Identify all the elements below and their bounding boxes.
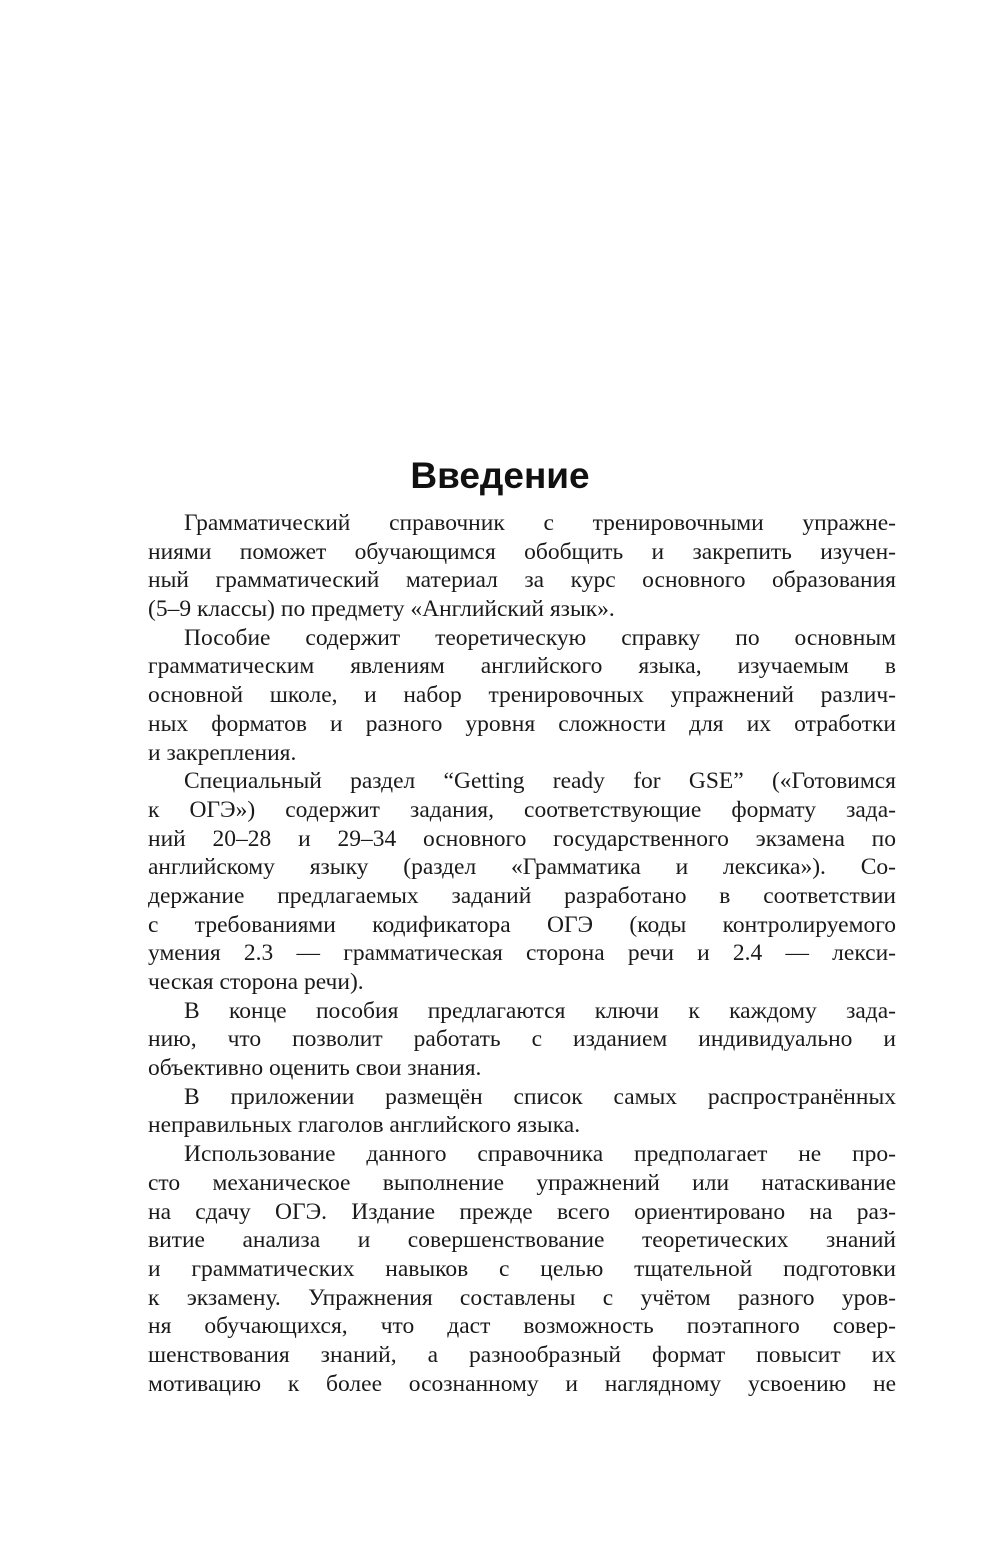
text-line: мотивацию к более осознанному и наглядному усвоению не [148, 1370, 896, 1397]
text-line: основной школе, и набор тренировочных упражнений различ- [148, 682, 896, 709]
text-line: к ОГЭ») содержит задания, соответствующие формату зада- [148, 796, 896, 823]
text-line: Специальный раздел “Getting ready for GSE” («Готовимся [184, 768, 896, 795]
text-line: (5–9 классы) по предмету «Английский язык». [148, 596, 615, 623]
paragraph [148, 997, 896, 1083]
text-line: нию, что позволит работать с изданием индивидуально и [148, 1026, 896, 1053]
text-line: ный грамматический материал за курс основного образования [148, 567, 896, 594]
paragraph [148, 509, 896, 624]
page-title: Введение [410, 454, 590, 496]
text-line: с требованиями кодификатора ОГЭ (коды контролируемого [148, 911, 896, 938]
text-line: сто механическое выполнение упражнений или натаскивание [148, 1169, 896, 1196]
text-line: ниями поможет обучающимся обобщить и закрепить изучен- [148, 538, 896, 565]
text-line: шенствования знаний, а разнообразный формат повысит их [148, 1341, 896, 1368]
text-line: объективно оценить свои знания. [148, 1055, 482, 1082]
paragraph [148, 767, 896, 997]
text-line: Пособие содержит теоретическую справку по основным [184, 624, 896, 651]
text-line: неправильных глаголов английского языка. [148, 1112, 581, 1139]
paragraph [148, 1140, 896, 1398]
text-line: к экзамену. Упражнения составлены с учётом разного уров- [148, 1284, 896, 1311]
text-line: и грамматических навыков с целью тщательной подготовки [148, 1255, 896, 1282]
text-line: ний 20–28 и 29–34 основного государственного экзамена по [148, 825, 896, 852]
text-line: витие анализа и совершенствование теоретических знаний [148, 1227, 896, 1254]
text-line: В приложении размещён список самых распространённых [184, 1083, 896, 1110]
text-line: В конце пособия предлагаются ключи к каждому зада- [184, 997, 896, 1024]
text-line: ческая сторона речи). [148, 969, 364, 995]
text-line: Использование данного справочника предполагает не про- [184, 1141, 896, 1168]
text-line: держание предлагаемых заданий разработано в соответствии [148, 882, 896, 909]
text-line: умения 2.3 — грамматическая сторона речи и 2.4 — лекси- [148, 940, 896, 967]
text-line: английскому языку (раздел «Грамматика и лексика»). Со- [148, 854, 896, 881]
text-line: ня обучающихся, что даст возможность поэтапного совер- [148, 1313, 896, 1340]
paragraph [148, 624, 896, 767]
text-line: грамматическим явлениям английского языка, изучаемым в [148, 653, 896, 680]
paragraph [148, 1083, 896, 1140]
document-body [148, 509, 896, 1398]
text-line: Грамматический справочник с тренировочными упражне- [184, 510, 896, 536]
text-line: на сдачу ОГЭ. Издание прежде всего ориентировано на раз- [148, 1198, 896, 1225]
text-line: ных форматов и разного уровня сложности для их отработки [148, 710, 896, 737]
text-line: и закрепления. [148, 739, 297, 766]
